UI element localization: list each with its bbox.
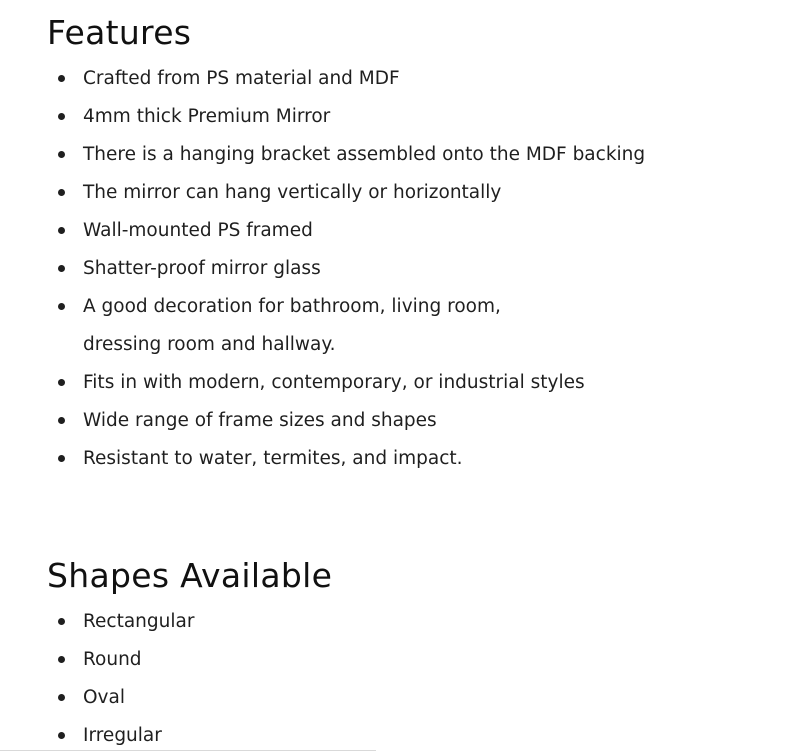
shapes-heading: Shapes Available — [47, 556, 333, 595]
bullet-icon — [58, 455, 65, 462]
bullet-icon — [58, 417, 65, 424]
list-item-text: There is a hanging bracket assembled onto the MDF backing — [83, 144, 646, 165]
list-item — [47, 136, 645, 174]
list-item-text: A good decoration for bathroom, living room, — [83, 296, 501, 317]
bullet-icon — [58, 189, 65, 196]
features-heading: Features — [47, 13, 192, 52]
list-item-text-continued: dressing room and hallway. — [83, 334, 336, 355]
bullet-icon — [58, 732, 65, 739]
list-item-text: Resistant to water, termites, and impact. — [83, 448, 463, 469]
list-item — [47, 60, 645, 98]
shapes-section — [47, 555, 332, 755]
features-section — [47, 12, 645, 478]
list-item — [47, 250, 645, 288]
list-item-text: Shatter-proof mirror glass — [83, 258, 321, 279]
list-item-text: Wall-mounted PS framed — [83, 220, 313, 241]
list-item-text: Wide range of frame sizes and shapes — [83, 410, 437, 431]
bullet-icon — [58, 151, 65, 158]
bullet-icon — [58, 379, 65, 386]
list-item-text: Fits in with modern, contemporary, or industrial styles — [83, 372, 585, 393]
list-item-text: Crafted from PS material and MDF — [83, 68, 400, 89]
list-item — [47, 440, 645, 478]
bullet-icon — [58, 113, 65, 120]
bullet-icon — [58, 303, 65, 310]
list-item-text: 4mm thick Premium Mirror — [83, 106, 331, 127]
list-item-text: Irregular — [83, 725, 162, 746]
list-item — [47, 288, 645, 364]
list-item-text: The mirror can hang vertically or horizontally — [83, 182, 502, 203]
list-item — [47, 402, 645, 440]
features-list — [47, 60, 645, 478]
bullet-icon — [58, 227, 65, 234]
list-item — [47, 603, 332, 641]
list-item-text: Rectangular — [83, 611, 195, 632]
list-item-text: Round — [83, 649, 142, 670]
list-item — [47, 364, 645, 402]
list-item — [47, 212, 645, 250]
bullet-icon — [58, 75, 65, 82]
bullet-icon — [58, 656, 65, 663]
divider — [0, 750, 376, 751]
list-item-text: Oval — [83, 687, 125, 708]
bullet-icon — [58, 694, 65, 701]
list-item — [47, 174, 645, 212]
list-item — [47, 98, 645, 136]
list-item — [47, 679, 332, 717]
bullet-icon — [58, 618, 65, 625]
list-item — [47, 641, 332, 679]
shapes-list — [47, 603, 332, 755]
bullet-icon — [58, 265, 65, 272]
